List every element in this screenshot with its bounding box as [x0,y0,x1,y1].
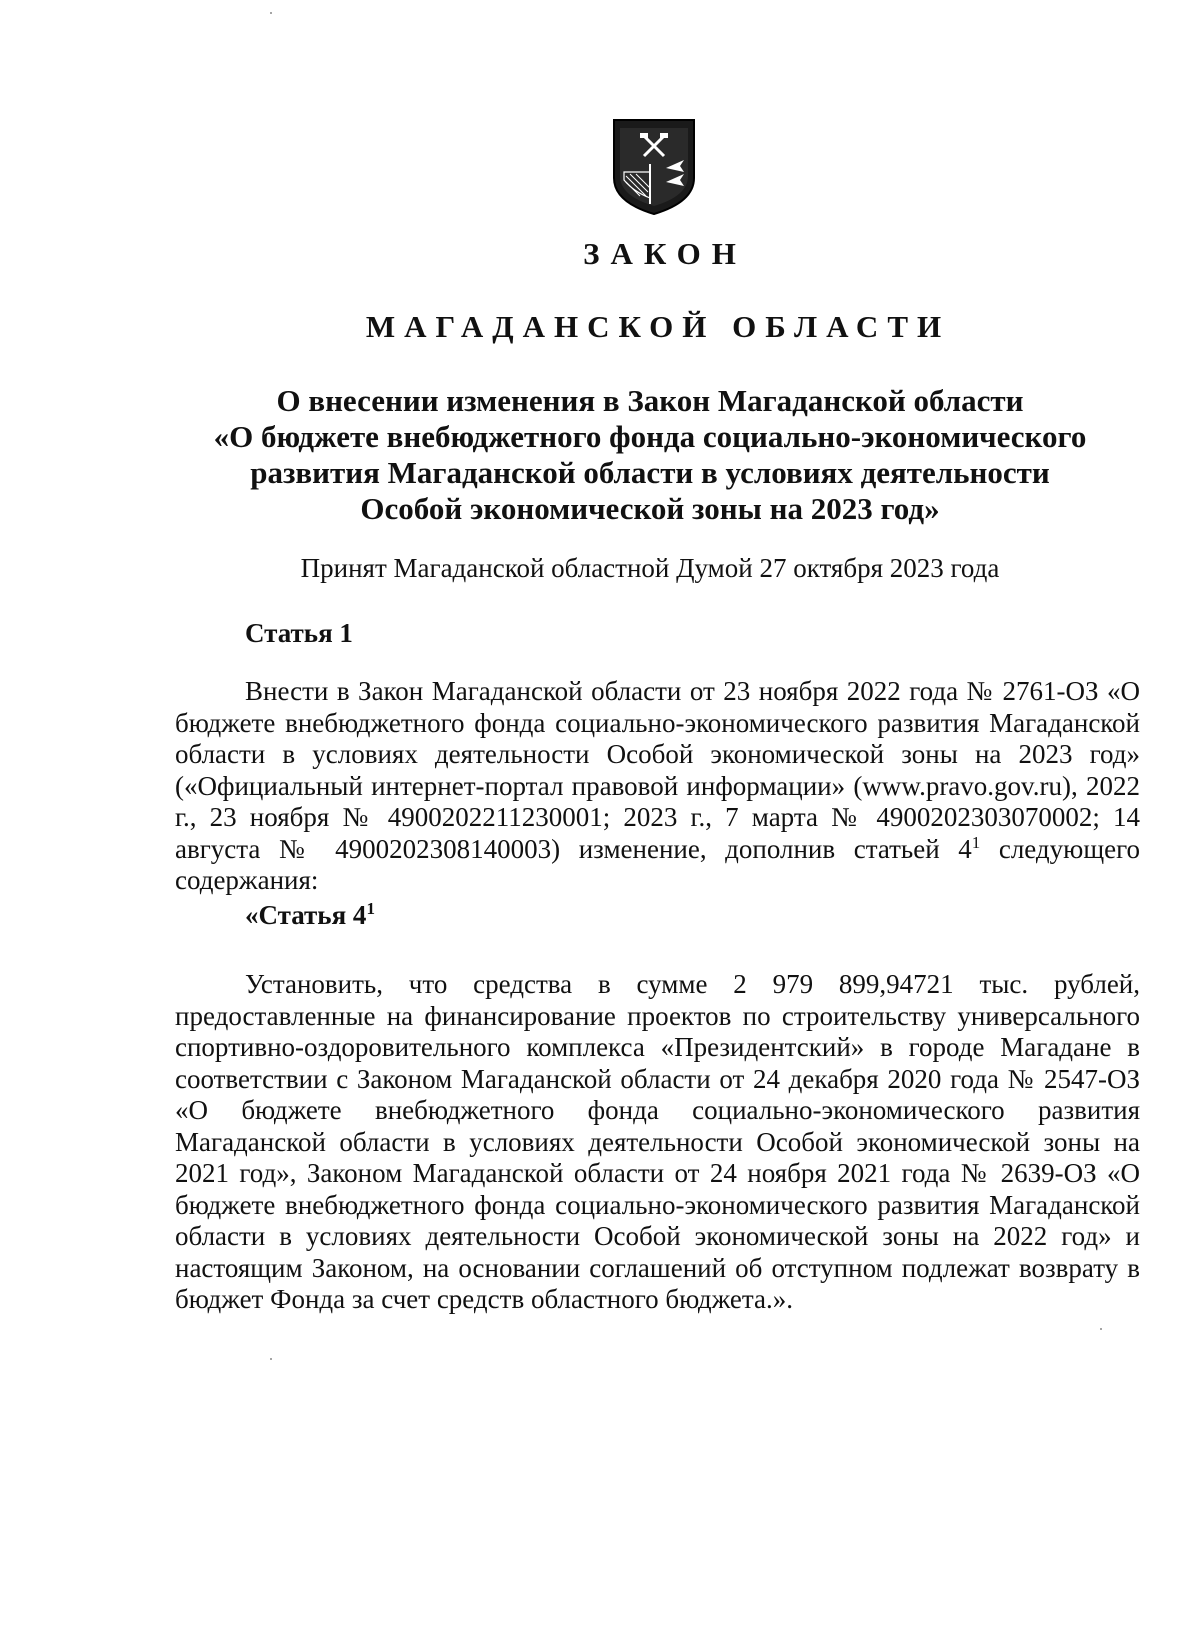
article-1-text-tail: следующего содержания: [175,833,1141,895]
scan-speck [270,12,272,14]
article-1-heading: Статья 1 [245,618,353,648]
law-heading: ЗАКОН [583,236,747,271]
law-title-line: «О бюджете внебюджетного фонда социально-экономического [213,419,1087,454]
scan-speck [1100,1328,1102,1330]
article-1-text-main: Внести в Закон Магаданской области от 23 ноября 2022 года № 2761-ОЗ «О бюджете внебюджетного фонда социально-экономического развития Магаданской области в условиях деятельности Особой экономической зоны на 2023 год» («Официальный интернет-портал правовой информации» (www.pravo.gov.ru), 2022 г., 23 ноября № 4900202211230001; 2023 г., 7 марта № 4900202303070002; 14 августа № 4900202308140003) изменение, дополнив статьей 4 [175,676,1140,864]
coat-of-arms-icon [610,116,698,216]
law-title [150,383,1150,527]
superscript: 1 [366,899,375,918]
law-title-line: О внесении изменения в Закон Магаданской области [276,383,1024,418]
superscript: 1 [971,832,981,852]
new-article-text: Установить, что средства в сумме 2 979 899,94721 тыс. рублей, предоставленные на финансирование проектов по строительству универсального спортивно-оздоровительного комплекса «Президентский» в городе Магадане в соответствии с Законом Магаданской области от 24 декабря 2020 года № 2547-ОЗ «О бюджете внебюджетного фонда социально-экономического развития Магаданской области в условиях деятельности Особой экономической зоны на 2021 год», Законом Магаданской области от 24 ноября 2021 года № 2639-ОЗ «О бюджете внебюджетного фонда социально-экономического развития Магаданской области в условиях деятельности Особой экономической зоны на 2022 год» и настоящим Законом, на основании соглашений об отступном подлежат возврату в бюджет Фонда за счет средств областного бюджета.». [175,969,1140,1314]
article-1-text [175,676,1140,897]
new-article-heading-text: «Статья 4 [245,900,367,930]
adoption-note: Принят Магаданской областной Думой 27 октября 2023 года [300,553,1000,583]
scan-speck [270,1358,272,1360]
new-article-heading [245,900,375,931]
law-title-line: развития Магаданской области в условиях деятельности [250,455,1050,490]
law-title-line: Особой экономической зоны на 2023 год» [360,491,940,526]
region-heading: МАГАДАНСКОЙ ОБЛАСТИ [365,309,951,344]
